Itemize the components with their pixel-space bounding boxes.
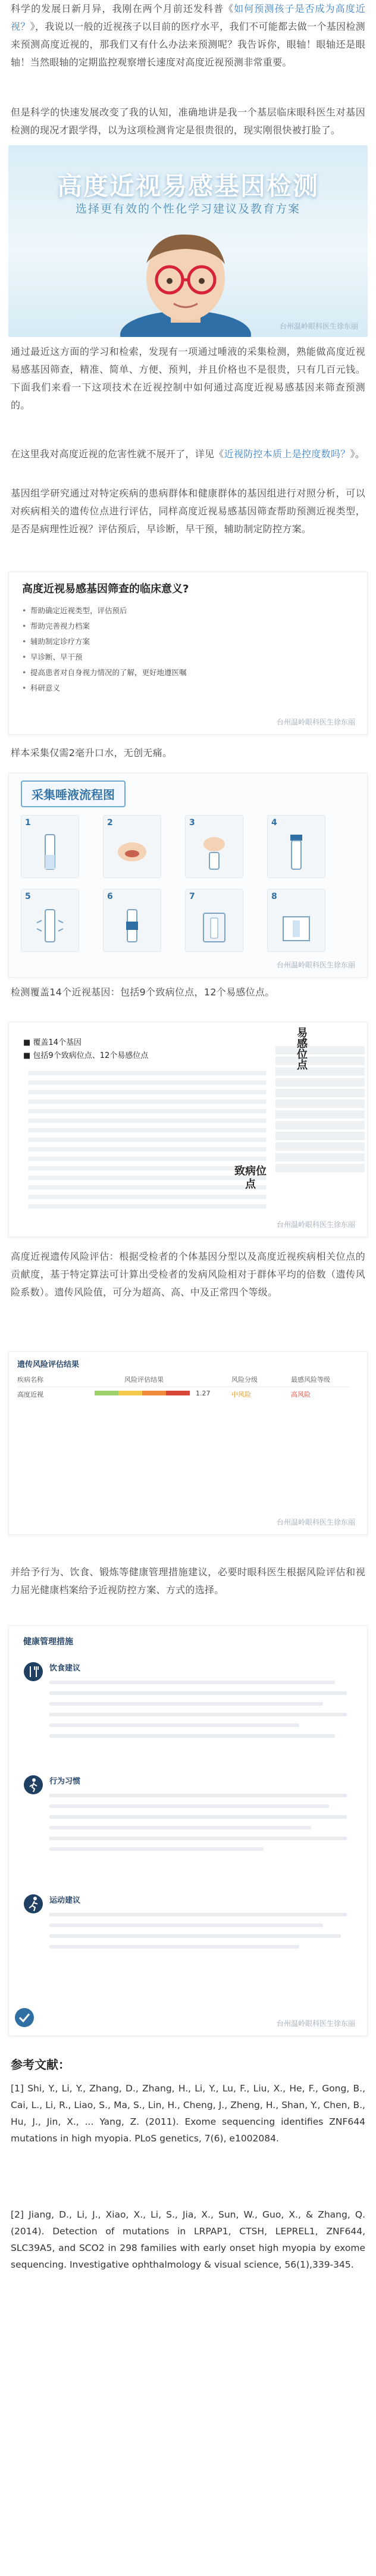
cell: 中风险 — [231, 1391, 251, 1398]
references — [0, 2055, 376, 2072]
list-item: • 早诊断、早干预 — [22, 650, 354, 665]
paragraph-6 — [0, 744, 376, 762]
paragraph-4-end: 》。 — [350, 448, 365, 460]
paragraph-6-text: 样本采集仅需2毫升口水，无创无痛。 — [11, 747, 173, 758]
health-management-title: 健康管理措施 — [23, 1637, 73, 1647]
section-label: 饮食建议 — [49, 1664, 81, 1673]
gene-tag: ■ 覆盖14个基因 — [23, 1038, 82, 1047]
intro-text-cont: 》，我说以一般的近视孩子以目前的医疗水平，我们不可能都去做一个基因检测来预测高度近视的，那我们又有什么办法来预测呢？我告诉你，眼轴！眼轴还是眼轴！当然眼轴的定期监控观察增长速度对高度近视预测非常重要。 — [11, 21, 365, 68]
card-watermark: 台州温岭眼科医生徐东丽 — [276, 1518, 355, 1526]
flow-step — [267, 889, 325, 952]
risk-table-title: 遗传风险评估结果 — [17, 1360, 80, 1369]
card-watermark: 台州温岭眼科医生徐东丽 — [276, 1220, 355, 1229]
reference-1 — [0, 2080, 376, 2147]
table-row — [17, 1387, 350, 1399]
paragraph-4 — [0, 445, 376, 463]
flow-step — [21, 815, 79, 878]
fork-knife-icon — [23, 1662, 43, 1682]
paragraph-8 — [0, 1248, 376, 1301]
paragraph-4-text: 在这里我对高度近视的危害性就不展开了，详见《 — [11, 448, 224, 460]
flow-step — [185, 889, 243, 952]
gene-side-table — [275, 1046, 365, 1175]
gene-tag: ■ 包括9个致病位点、12个易感位点 — [23, 1051, 149, 1060]
gene-tag-text: 覆盖14个基因 — [33, 1038, 82, 1047]
spit-icon — [196, 831, 232, 873]
list-item: • 提高患者对自身视力情况的了解，更好地遵医嘱 — [22, 665, 354, 680]
section-label: 行为习惯 — [49, 1777, 81, 1786]
behavior-section — [23, 1775, 356, 1876]
article-link-high-myopia-prediction[interactable]: 如何预测孩子是否成为高度近视？ — [11, 3, 365, 32]
gene-tag-text: 包括9个致病位点、12个易感位点 — [33, 1051, 149, 1060]
step-number: 3 — [189, 818, 195, 828]
cell: 1.27 — [196, 1390, 211, 1397]
hero-watermark: 台州温岭眼科医生徐东丽 — [279, 322, 358, 330]
exercise-section — [23, 1894, 356, 1995]
diet-section — [23, 1662, 356, 1757]
susceptibility-sites-label: 易感位点 — [295, 1027, 308, 1070]
clinical-significance-list — [9, 599, 367, 700]
walking-person-icon — [23, 1775, 43, 1795]
paragraph-7-text: 检测覆盖14个近视基因：包括9个致病位点，12个易感位点。 — [11, 986, 275, 998]
column-header: 疾病名称 — [17, 1376, 43, 1384]
column-header: 风险分级 — [231, 1376, 258, 1384]
label-icon — [114, 905, 150, 947]
hero-subtitle: 选择更有效的个性化学习建议及教育方案 — [75, 202, 300, 216]
gene-rows — [23, 1063, 267, 1229]
reference-2 — [0, 2206, 376, 2273]
paragraph-5 — [0, 485, 376, 538]
paragraph-9-text: 并给予行为、饮食、锻炼等健康管理措施建议，必要时眼科医生根据风险评估和视力屈光健康档案给予近视防控方案、方式的选择。 — [11, 1566, 365, 1595]
flow-step — [103, 889, 161, 952]
card-watermark: 台州温岭眼科医生徐东丽 — [276, 718, 355, 726]
gene-table — [23, 1036, 267, 1229]
intro-text: 科学的发展日新月异，我刚在两个月前还发科普《 — [11, 3, 234, 14]
paragraph-3-text: 通过最近这方面的学习和检索，发现有一项通过唾液的采集检测，熟能做高度近视易感基因筛查，精准、简单、方便、预判，并且价格也不是很贵，只有几百元钱。下面我们来看一下这项技术在近视控制中如何通过高度近视易感基因来筛查预测的。 — [11, 346, 365, 411]
box-icon — [278, 905, 314, 947]
column-header: 风险评估结果 — [124, 1376, 164, 1384]
running-icon — [23, 1894, 43, 1914]
clinical-significance-card — [8, 572, 368, 735]
tube-cap-icon — [278, 831, 314, 873]
paragraph-9 — [0, 1563, 376, 1599]
health-management-card — [8, 1625, 368, 2036]
flow-step — [185, 815, 243, 878]
paragraph-2-text: 但是科学的快速发展改变了我的认知，准确地讲是我一个基层临床眼科医生对基因检测的现况才跟学得，以为这项检测肯定是很贵很的，现实刚很快被打脸了。 — [11, 107, 365, 136]
saliva-tube-icon — [32, 831, 68, 873]
step-number: 7 — [189, 892, 195, 901]
paragraph-5-text: 基因组学研究通过对特定疾病的患病群体和健康群体的基因组进行对照分析，可以对疾病相关的遗传位点进行评估，同样高度近视易感基因筛查帮助预测近视类型，是否是病理性近视？评估预后，早诊断，早干预，辅助制定防控方案。 — [11, 488, 365, 535]
references-title: 参考文献： — [11, 2057, 70, 2072]
paragraph-2 — [0, 104, 376, 139]
list-item: • 科研意义 — [22, 680, 354, 696]
article-link-myopia-control[interactable]: 近视防控本质上是控度数吗？ — [224, 448, 350, 460]
reference-item: [2] Jiang, D., Li, J., Xiao, X., Li, S., Jia, X., Sun, W., Guo, X., & Zhang, Q. (2014). Detection of mutations in LRPAP1, CTSH, LEPREL1, ZNF644, SLC39A5, and SCO2 in 298 families with early onset high myopia by exome sequencing. Investigative ophthalmology & visual science, 56(1),339-345. — [11, 2209, 365, 2270]
mouth-icon — [114, 831, 150, 873]
step-number: 8 — [271, 892, 277, 901]
flow-title: 采集唾液流程图 — [21, 780, 126, 807]
hero-banner-image — [8, 145, 368, 337]
decorative-mark-icon — [14, 2007, 35, 2028]
gene-coverage-card — [8, 1022, 368, 1237]
step-number: 6 — [107, 892, 113, 901]
intro-paragraph — [0, 0, 376, 71]
paragraph-7 — [0, 983, 376, 1001]
flow-step — [21, 889, 79, 952]
flow-step — [267, 815, 325, 878]
column-header: 最感风险等级 — [291, 1376, 330, 1384]
flow-step — [103, 815, 161, 878]
cell: 高度近视 — [17, 1391, 43, 1398]
card-watermark: 台州温岭眼科医生徐东丽 — [276, 961, 355, 969]
list-item: • 辅助制定诊疗方案 — [22, 634, 354, 650]
shake-icon — [32, 905, 68, 947]
risk-table-header — [17, 1373, 350, 1385]
cell: 高风险 — [291, 1391, 311, 1398]
step-number: 4 — [271, 818, 277, 828]
paragraph-3 — [0, 343, 376, 414]
step-number: 1 — [25, 818, 31, 828]
step-number: 5 — [25, 892, 31, 901]
bag-icon — [196, 905, 232, 947]
clinical-significance-title: 高度近视易感基因筛查的临床意义? — [22, 583, 189, 595]
risk-assessment-card — [8, 1351, 368, 1535]
pathogenic-sites-label: 致病位点 — [234, 1165, 267, 1191]
reference-item: [1] Shi, Y., Li, Y., Zhang, D., Zhang, H., Li, Y., Lu, F., Liu, X., He, F., Gong, B., Cai, L., Li, R., Liao, S., Ma, S., Lin, H., Cheng, J., Zheng, H., Shan, Y., Chen, B., Hu, J., Jin, X., ... Yang, Z. (2011). Exome sequencing identifies ZNF644 mutations in high myopia. PLoS genetics, 7(6), e1002084. — [11, 2083, 365, 2144]
paragraph-8-text: 高度近视遗传风险评估：根据受检者的个体基因分型以及高度近视疾病相关位点的贡献度，基于特定算法可计算出受检者的发病风险相对于群体平均的倍数（遗传风险系数）。遗传风险值，可分为超高、高、中及正常四个等级。 — [11, 1251, 365, 1298]
section-label: 运动建议 — [49, 1896, 81, 1905]
child-with-glasses-illustration — [108, 221, 263, 337]
hero-title: 高度近视易感基因检测 — [57, 171, 319, 201]
step-number: 2 — [107, 818, 113, 828]
card-watermark: 台州温岭眼科医生徐东丽 — [276, 2019, 355, 2028]
list-item: • 帮助完善视力档案 — [22, 619, 354, 634]
list-item: • 帮助确定近视类型，评估预后 — [22, 603, 354, 619]
saliva-collection-flow-card — [8, 773, 368, 978]
